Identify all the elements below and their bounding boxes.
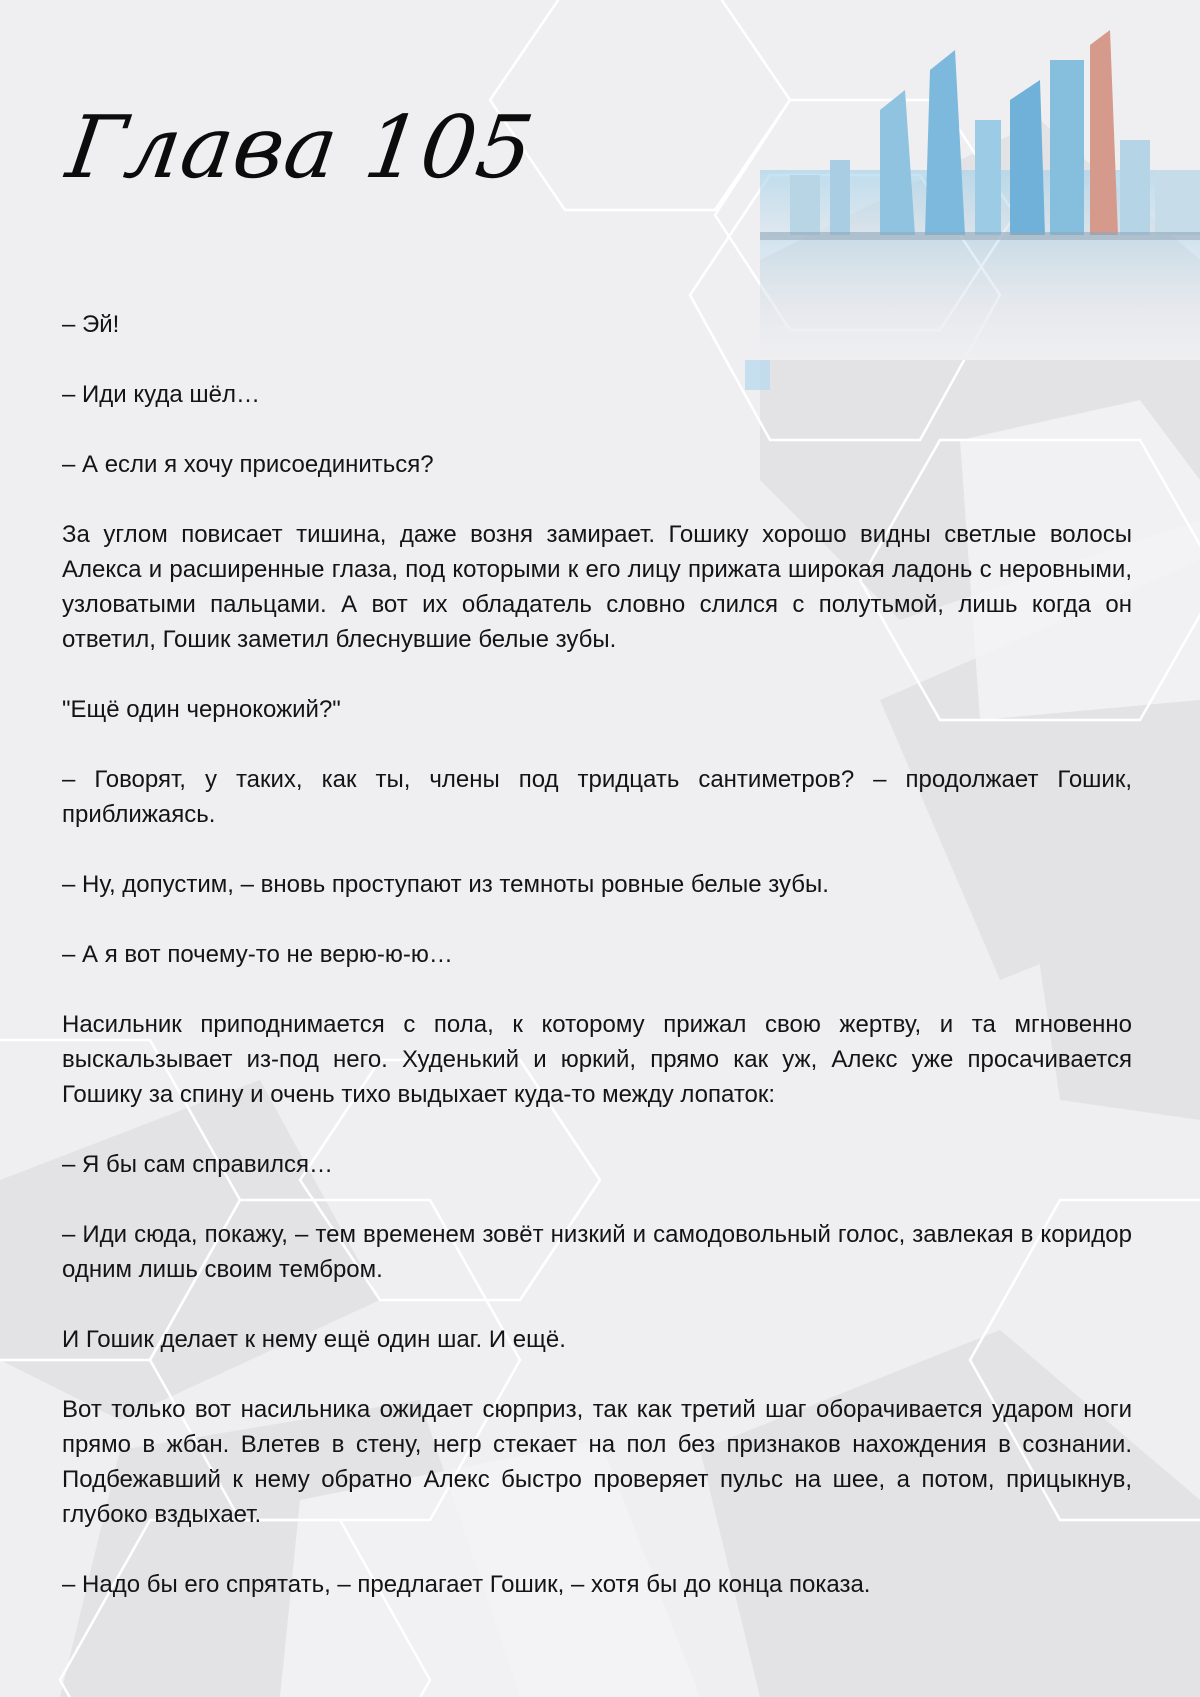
paragraph: Насильник приподнимается с пола, к которому прижал свою жертву, и та мгновенно выскальзывает из-под него. Худенький и юркий, прямо как уж, Алекс уже просачивается Гошику за спину и очень тихо выдыхает куда-то между лопаток:: [62, 1011, 1132, 1108]
paragraph: Вот только вот насильника ожидает сюрприз, так как третий шаг оборачивается ударом ноги прямо в жбан. Влетев в стену, негр стекает на пол без признаков нахождения в сознании. Подбежавший к нему обратно Алекс быстро проверяет пульс на шее, а потом, прицыкнув, глубоко вздыхает.: [62, 1396, 1132, 1528]
paragraph: – Эй!: [62, 311, 120, 338]
paragraph: – Иди сюда, покажу, – тем временем зовёт низкий и самодовольный голос, завлекая в коридор одним лишь своим тембром.: [62, 1221, 1132, 1283]
paragraph: – А я вот почему-то не верю-ю-ю…: [62, 941, 453, 968]
paragraph: – Говорят, у таких, как ты, члены под тридцать сантиметров? – продолжает Гошик, приближаясь.: [62, 766, 1132, 828]
paragraph: – Я бы сам справился…: [62, 1151, 334, 1178]
paragraph: – Надо бы его спрятать, – предлагает Гошик, – хотя бы до конца показа.: [62, 1571, 871, 1598]
chapter-title: Глава 105: [61, 98, 540, 198]
paragraph: – А если я хочу присоединиться?: [62, 451, 434, 478]
paragraph: – Ну, допустим, – вновь проступают из темноты ровные белые зубы.: [62, 871, 829, 898]
paragraph: – Иди куда шёл…: [62, 381, 260, 408]
paragraph: И Гошик делает к нему ещё один шаг. И ещё.: [62, 1326, 566, 1353]
paragraph: За углом повисает тишина, даже возня замирает. Гошику хорошо видны светлые волосы Алекса и расширенные глаза, под которыми к его лицу прижата широкая ладонь с неровными, узловатыми пальцами. А вот их обладатель словно слился с полутьмой, лишь когда он ответил, Гошик заметил блеснувшие белые зубы.: [62, 521, 1132, 653]
paragraph: "Ещё один чернокожий?": [62, 696, 341, 723]
chapter-text: [62, 307, 1132, 1637]
